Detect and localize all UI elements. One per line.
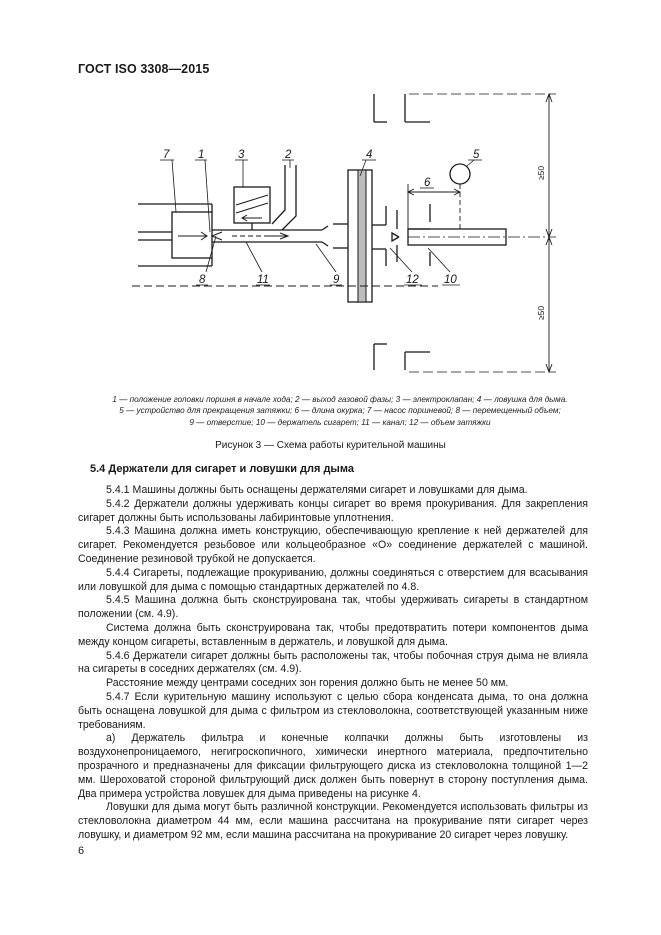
label-4: 4 — [366, 149, 373, 161]
label-11: 11 — [257, 274, 269, 286]
smoking-machine-diagram — [0, 0, 661, 400]
paragraph: 5.4.4 Сигареты, подлежащие прокуриванию, должны соединяться с отверстием для всасывания или ловушкой для дыма с помощью стандартных держателей по 4.8. — [78, 566, 588, 593]
figure-title: Рисунок 3 — Схема работы курительной машины — [215, 440, 446, 451]
paragraph: Ловушки для дыма могут быть различной конструкции. Рекомендуется использовать фильтры из стекловолокна диаметром 44 мм, если машина рассчитана на прокуривание пяти сигарет через ловушку, и диаметром 92 мм, если машина рассчитана на прокуривание 20 сигарет через ловушку. — [78, 801, 588, 841]
paragraph: 5.4.7 Если курительную машину используют с целью сбора конденсата дыма, то она должна быть оснащена ловушкой для дыма с фильтром из стекловолокна, соответствующей указанным ниже требованиям. — [78, 690, 588, 731]
label-9: 9 — [333, 274, 340, 286]
label-12: 12 — [406, 274, 419, 286]
label-5: 5 — [473, 149, 480, 161]
legend-line: 9 — отверстие; 10 — держатель сигарет; 11 — канал; 12 — объем затяжки — [189, 417, 491, 427]
figure-legend — [60, 394, 620, 428]
page-number: 6 — [78, 845, 85, 857]
label-10: 10 — [444, 274, 457, 286]
paragraph: 5.4.5 Машина должна быть сконструирована так, чтобы удерживать сигареты в стандартном положении (см. 4.9). — [78, 594, 588, 621]
legend-line: 5 — устройство для прекращения затяжки; 6 — длина окурка; 7 — насос поршневой; 8 — перемещенный объем; — [119, 406, 561, 416]
document-header: ГОСТ ISO 3308—2015 — [78, 62, 210, 76]
legend-line: 1 — положение головки поршня в начале хода; 2 — выход газовой фазы; 3 — электроклапан; 4 — ловушка для дыма. — [112, 395, 568, 404]
label-8: 8 — [199, 274, 206, 286]
section-heading: 5.4 Держатели для сигарет и ловушки для дыма — [90, 463, 354, 475]
label-3: 3 — [238, 149, 245, 161]
paragraph: 5.4.1 Машины должны быть оснащены держателями сигарет и ловушками для дыма. — [106, 484, 528, 496]
paragraph: 5.4.2 Держатели должны удерживать концы сигарет во время прокуривания. Для закрепления сигарет должны быть использованы лабиринтовые уплотнения. — [78, 497, 588, 524]
label-6: 6 — [424, 177, 431, 189]
paragraph: Система должна быть сконструирована так, чтобы предотвратить потери компонентов дыма между концом сигареты, вставленным в держатель, и ловушкой для дыма. — [78, 621, 588, 648]
paragraph: 5.4.6 Держатели сигарет должны быть расположены так, чтобы побочная струя дыма не влияла на сигареты в соседних держателях (см. 4.9). — [78, 649, 588, 676]
label-1: 1 — [198, 149, 205, 161]
dim-bottom: ≥50 — [536, 305, 546, 320]
label-2: 2 — [285, 149, 292, 161]
paragraph: а) Держатель фильтра и конечные колпачки должны быть изготовлены из воздухонепроницаемого, негигроскопичного, химически инертного материала, предпочтительно прозрачного и предназначены для фиксации фильтрующего диска из стекловолокна толщиной 1—2 мм. Шероховатой стороной фильтрующий диск должен быть повернут в сторону поступления дыма. Два примера устройства ловушек для дыма приведены на рисунке 4. — [78, 732, 588, 800]
paragraph: 5.4.3 Машина должна иметь конструкцию, обеспечивающую крепление к ней держателей для сигарет. Рекомендуется резьбовое или кольцеобразное «О» соединение держателей с машиной. Соединение резиновой трубкой не допускается. — [78, 525, 588, 565]
body-text — [78, 484, 588, 843]
puff-stop-device — [450, 164, 470, 184]
dim-top: ≥50 — [536, 165, 546, 180]
label-7: 7 — [163, 149, 170, 161]
paragraph: Расстояние между центрами соседних зон горения должно быть не менее 50 мм. — [106, 677, 509, 690]
